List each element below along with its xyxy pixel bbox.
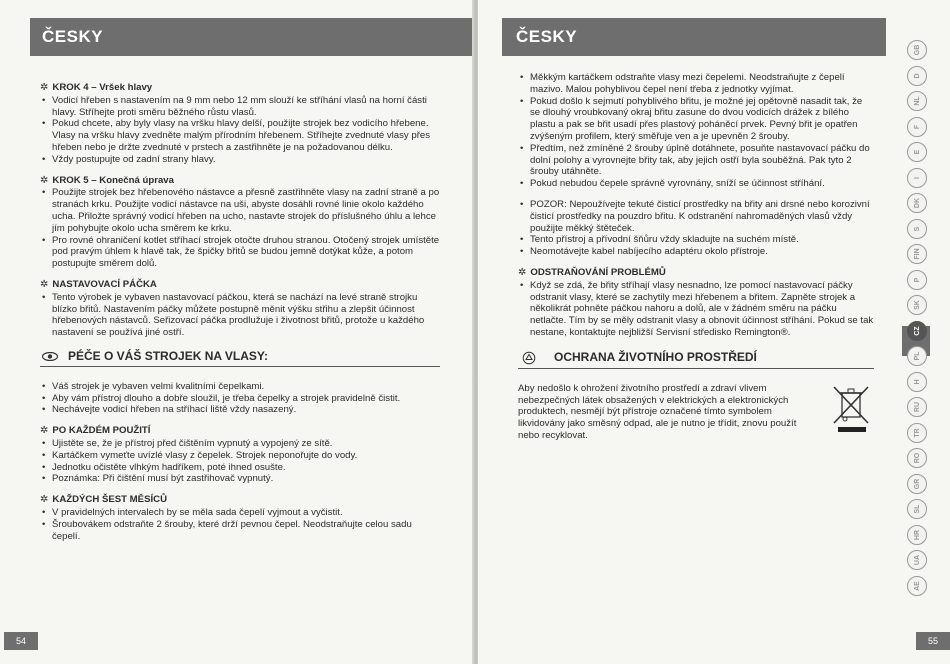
list-item: • Pro rovné ohraničení kotlet stříhací strojek otočte druhou stranou. Otočený strojek umístěte pod pravým úhlem k hlavě tak, že špičky břitů se budou jemně dotýkat kůže, a potom postupujte směrem dolů. bbox=[40, 235, 440, 270]
star-icon: ✲ bbox=[40, 82, 49, 93]
section-title: PO KAŽDÉM POUŽITÍ bbox=[52, 425, 151, 437]
environment-section-header bbox=[518, 348, 874, 369]
page-header: ČESKY bbox=[30, 18, 474, 56]
section-troubleshooting bbox=[518, 267, 874, 339]
language-tab: FIN bbox=[907, 244, 927, 264]
list-item: • V pravidelných intervalech by se měla sada čepelí vyjmout a vyčistit. bbox=[40, 507, 440, 519]
star-icon: ✲ bbox=[40, 425, 49, 437]
language-tab: D bbox=[907, 66, 927, 86]
language-tab: H bbox=[907, 372, 927, 392]
language-tab: SL bbox=[907, 499, 927, 519]
care-title: PÉČE O VÁŠ STROJEK NA VLASY: bbox=[68, 348, 269, 363]
list-item: • Neomotávejte kabel nabíjecího adaptéru okolo přístroje. bbox=[518, 246, 874, 258]
star-icon: ✲ bbox=[40, 278, 49, 290]
environment-title: OCHRANA ŽIVOTNÍHO PROSTŘEDÍ bbox=[554, 349, 757, 364]
weee-bin-icon bbox=[830, 385, 874, 442]
page-header: ČESKY bbox=[502, 18, 886, 56]
list-item: • Jednotku očistěte vlhkým hadříkem, poté ihned osušte. bbox=[40, 462, 440, 474]
list-item: • Poznámka: Při čištění musí být zastřihovač vypnutý. bbox=[40, 473, 440, 485]
star-icon: ✲ bbox=[518, 266, 527, 278]
language-tab: PL bbox=[907, 346, 927, 366]
section-step5 bbox=[40, 175, 440, 270]
recycle-icon bbox=[522, 351, 536, 365]
care-section-header bbox=[40, 348, 440, 367]
language-tab: HR bbox=[907, 525, 927, 545]
left-column bbox=[40, 82, 440, 551]
language-tab-active: CZ bbox=[907, 321, 927, 341]
language-tab: I bbox=[907, 168, 927, 188]
section-title: KROK 4 – Vršek hlavy bbox=[52, 82, 153, 93]
language-tab: RU bbox=[907, 397, 927, 417]
language-tab: TR bbox=[907, 423, 927, 443]
language-index bbox=[905, 40, 929, 601]
list-item: • Pokud došlo k sejmutí pohyblivého břitu, je možné jej opětovně nasadit tak, že se dlouhý vroubkovaný okraj břitu zasune do dvou vodicích drážek z bílého plastu a pak se břit usadí přes plastový poháněcí prvek. Pevný břit je opatřen zvýšeným profilem, který směřuje ven a je upevněn 2 šrouby. bbox=[518, 96, 874, 143]
section-title: KAŽDÝCH ŠEST MĚSÍCŮ bbox=[52, 494, 167, 506]
language-tab: DK bbox=[907, 193, 927, 213]
list-item: • Vždy postupujte od zadní strany hlavy. bbox=[40, 154, 440, 166]
language-tab: AE bbox=[907, 576, 927, 596]
section-after-use bbox=[40, 425, 440, 485]
section-step4 bbox=[40, 82, 440, 166]
section-title: KROK 5 – Konečná úprava bbox=[52, 174, 174, 186]
page-number: 54 bbox=[4, 632, 38, 650]
list-item: • Pokud chcete, aby byly vlasy na vršku hlavy delší, použijte strojek bez vodicího hřebene. Vlasy na vršku hlavy zvedněte malým přírodním hřebenem. Stříhejte zvednuté vlasy přes hřeben nebo je držte zvednuté v prstech a zastřihněte je na požadovanou délku. bbox=[40, 118, 440, 153]
list-item: • Váš strojek je vybaven velmi kvalitními čepelkami. bbox=[40, 381, 440, 393]
list-item: • Aby vám přístroj dlouho a dobře sloužil, je třeba čepelky a strojek pravidelně čistit. bbox=[40, 393, 440, 405]
star-icon: ✲ bbox=[40, 174, 49, 186]
section-title: NASTAVOVACÍ PÁČKA bbox=[52, 278, 157, 290]
list-item: • Tento výrobek je vybaven nastavovací páčkou, která se nachází na levé straně strojku blízko břitů. Nastavením páčky můžete postupně měnit výšku střihu a zlepšit účinnost hřebenových nástavců. Seřizovací páčka prodlužuje i životnost břitů, protože u každého nastavení se používá jiné ostří. bbox=[40, 292, 440, 339]
right-page bbox=[478, 0, 950, 664]
list-item: • Tento přístroj a přívodní šňůru vždy skladujte na suchém místě. bbox=[518, 234, 874, 246]
star-icon: ✲ bbox=[40, 494, 49, 506]
language-tab: P bbox=[907, 270, 927, 290]
section-title: ODSTRAŇOVÁNÍ PROBLÉMŮ bbox=[530, 266, 666, 278]
language-tab: E bbox=[907, 142, 927, 162]
list-item: • Předtím, než zmíněné 2 šrouby úplně dotáhnete, posuňte nastavovací páčku do dolní polohy a vyrovnejte břity tak, aby jejich ostří byla souběžná. Pak tyto 2 šrouby utáhněte. bbox=[518, 143, 874, 178]
language-tab: GR bbox=[907, 474, 927, 494]
language-tab: UA bbox=[907, 550, 927, 570]
list-item: • Když se zdá, že břity stříhají vlasy nesnadno, lze pomocí nastavovací páčky odstranit vlasy, které se zachytily mezi hřebenem a břitem. Zapněte strojek a několikrát pohněte páčkou nahoru a dolů, ale v žádném směru na páčku netlačte. Tím by se měly odstranit vlasy a obnovit účinnost stříhání. Pokud se tak nestane, kontaktujte nejbližší Servisní středisko Remington®. bbox=[518, 280, 874, 339]
left-page bbox=[0, 0, 474, 664]
section-lever bbox=[40, 279, 440, 339]
language-tab: F bbox=[907, 117, 927, 137]
right-column bbox=[518, 72, 874, 442]
list-item: • POZOR: Nepoužívejte tekuté čisticí prostředky na břity ani drsné nebo korozivní čisticí prostředky na pouzdro břitu. K odstranění nahromaděných vlasů vždy použijte měkký štěteček. bbox=[518, 199, 874, 234]
language-tab: NL bbox=[907, 91, 927, 111]
list-item: • Šroubovákem odstraňte 2 šrouby, které drží pevnou čepel. Neodstraňujte celou sadu čepelí. bbox=[40, 519, 440, 543]
list-item: • Pokud nebudou čepele správně vyrovnány, sníží se účinnost stříhání. bbox=[518, 178, 874, 190]
page-number: 55 bbox=[916, 632, 950, 650]
environment-text: Aby nedošlo k ohrožení životního prostředí a zdraví vlivem nebezpečných látek obsažených v elektrických a elektronických produktech, nesmějí být přístroje označené tímto symbolem likvidovány jako směsný odpad, ale je nutno je třídit, znovu použít nebo recyklovat. bbox=[518, 382, 797, 441]
section-six-months bbox=[40, 494, 440, 542]
list-item: • Nechávejte vodicí hřeben na stříhací liště vždy nasazený. bbox=[40, 404, 440, 416]
eye-icon bbox=[42, 352, 58, 361]
language-tab: GB bbox=[907, 40, 927, 60]
language-tab: SK bbox=[907, 295, 927, 315]
list-item: • Kartáčkem vymeťte uvízlé vlasy z čepelek. Strojek neponořujte do vody. bbox=[40, 450, 440, 462]
language-tab: RO bbox=[907, 448, 927, 468]
list-item: • Měkkým kartáčkem odstraňte vlasy mezi čepelemi. Neodstraňujte z čepelí mazivo. Malou pohyblivou čepel není třeba z jednotky vyjímat. bbox=[518, 72, 874, 96]
list-item: • Vodicí hřeben s nastavením na 9 mm nebo 12 mm slouží ke stříhání vlasů na horní části hlavy. Stříhejte proti směru běžného růstu vlasů. bbox=[40, 95, 440, 119]
list-item: • Použijte strojek bez hřebenového nástavce a přesně zastřihněte vlasy na zadní straně a po stranách krku. Použijte vodicí nástavce na uši, abyste dosáhli rovné linie okolo každého ucha. Přiložte správný vodicí hřeben na ucho, nastavte strojek do příslušného úhlu a lehce jím pohybujte okolo ucha směrem ke krku. bbox=[40, 187, 440, 234]
list-item: • Ujistěte se, že je přístroj před čištěním vypnutý a vypojený ze sítě. bbox=[40, 438, 440, 450]
language-tab: S bbox=[907, 219, 927, 239]
